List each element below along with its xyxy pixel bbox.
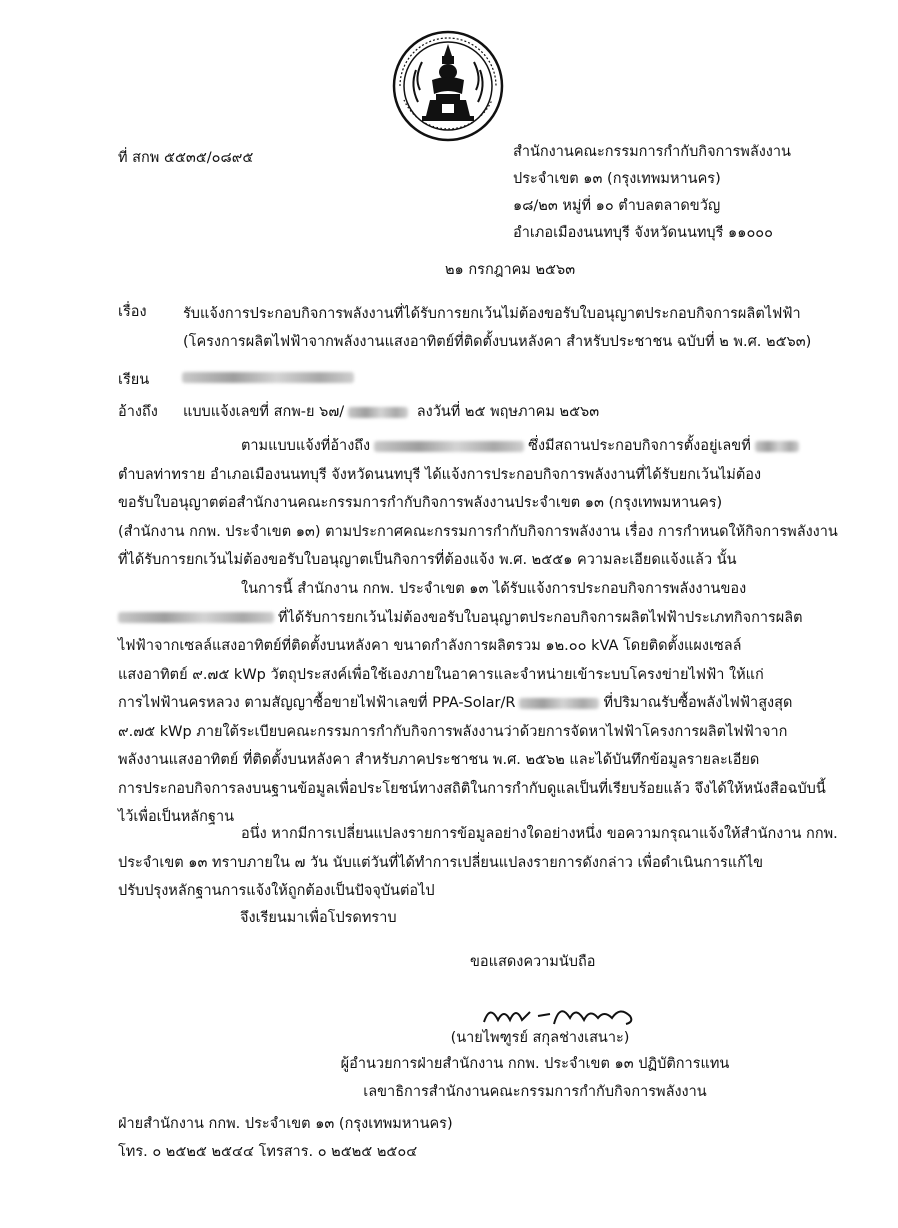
paragraph-2 xyxy=(118,575,826,832)
reference-text xyxy=(183,400,599,423)
p2-line-9: ไว้เพื่อเป็นหลักฐาน xyxy=(118,809,235,825)
paragraph-1 xyxy=(118,432,838,575)
p2-line-1: ในการนี้ สำนักงาน กกพ. ประจำเขต ๑๓ ได้รับแจ้งการประกอบกิจการพลังงานของ xyxy=(241,581,747,597)
redacted-house-number xyxy=(755,441,799,452)
p1-line-1a: ตามแบบแจ้งที่อ้างถึง xyxy=(241,438,371,454)
address-line-1: ๑๘/๒๓ หมู่ที่ ๑๐ ตำบลตลาดขวัญ xyxy=(513,198,721,214)
redacted-owner-name xyxy=(118,612,274,623)
p3-line-2: ประจำเขต ๑๓ ทราบภายใน ๗ วัน นับแต่วันที่ได้ทำการเปลี่ยนแปลงรายการดังกล่าว เพื่อดำเนินการแก้ไข xyxy=(118,854,764,871)
redacted-contract-number xyxy=(519,698,599,709)
p1-line-4: (สำนักงาน กกพ. ประจำเขต ๑๓) ตามประกาศคณะกรรมการกำกับกิจการพลังงาน เรื่อง การกำหนดให้กิจการพลังงาน xyxy=(118,523,838,540)
letterhead-address xyxy=(513,139,791,247)
subject-line-1: รับแจ้งการประกอบกิจการพลังงานที่ได้รับการยกเว้นไม่ต้องขอรับใบอนุญาตประกอบกิจการผลิตไฟฟ้า xyxy=(183,306,801,322)
p2-line-4: แสงอาทิตย์ ๙.๗๕ kWp วัตถุประสงค์เพื่อใช้เองภายในอาคารและจำหน่ายเข้าระบบโครงข่ายไฟฟ้า ให้แก่ xyxy=(118,666,764,683)
reference-text-before: แบบแจ้งเลขที่ สกพ-ย ๖๗/ xyxy=(183,404,345,420)
p2-line-6: ๙.๗๕ kWp ภายใต้ระเบียบคณะกรรมการกำกับกิจการพลังงานว่าด้วยการจัดหาไฟฟ้าโครงการผลิตไฟฟ้าจาก xyxy=(118,723,788,740)
footer-dept: ฝ่ายสำนักงาน กกพ. ประจำเขต ๑๓ (กรุงเทพมหานคร) xyxy=(118,1116,453,1132)
paragraph-3 xyxy=(118,820,838,906)
redacted-name xyxy=(374,441,524,452)
p1-line-3: ขอรับใบอนุญาตต่อสำนักงานคณะกรรมการกำกับกิจการพลังงานประจำเขต ๑๓ (กรุงเทพมหานคร) xyxy=(118,495,723,511)
p2-line-8: การประกอบกิจการลงบนฐานข้อมูลเพื่อประโยชน์ทางสถิติในการกำกับดูแลเป็นที่เรียบร้อยแล้ว จึงได้ให้หนังสือฉบับนี้ xyxy=(118,780,826,797)
signer-name: (นายไพฑูรย์ สกุลช่างเสนาะ) xyxy=(450,1030,630,1046)
address-line-2: อำเภอเมืองนนทบุรี จังหวัดนนทบุรี ๑๑๐๐๐ xyxy=(513,225,773,241)
government-seal-icon xyxy=(392,30,504,142)
closing-regards: ขอแสดงความนับถือ xyxy=(470,954,596,970)
reference-label: อ้างถึง xyxy=(118,404,158,420)
recipient-label: เรียน xyxy=(118,372,150,388)
reference-text-after: ลงวันที่ ๒๕ พฤษภาคม ๒๕๖๓ xyxy=(416,404,600,420)
footer-phone: โทร. ๐ ๒๕๒๕ ๒๕๔๔ โทรสาร. ๐ ๒๕๒๕ ๒๕๐๔ xyxy=(118,1144,418,1160)
subject-text xyxy=(183,300,811,356)
closing-request: จึงเรียนมาเพื่อโปรดทราบ xyxy=(240,910,397,926)
redacted-reference-number xyxy=(348,407,408,418)
footer-contact xyxy=(118,1110,453,1166)
office-region: ประจำเขต ๑๓ (กรุงเทพมหานคร) xyxy=(513,171,721,187)
p3-line-3: ปรับปรุงหลักฐานการแจ้งให้ถูกต้องเป็นปัจจุบันต่อไป xyxy=(118,883,435,899)
p1-line-5: ที่ได้รับการยกเว้นไม่ต้องขอรับใบอนุญาตเป็นกิจการที่ต้องแจ้ง พ.ศ. ๒๕๕๑ ความละเอียดแจ้งแล้ว นั้น xyxy=(118,552,737,568)
p2-line-2b: ที่ได้รับการยกเว้นไม่ต้องขอรับใบอนุญาตประกอบกิจการผลิตไฟฟ้าประเภทกิจการผลิต xyxy=(278,609,803,626)
p2-line-5b: ที่ปริมาณรับซื้อพลังไฟฟ้าสูงสุด xyxy=(603,695,793,711)
p2-line-3: ไฟฟ้าจากเซลล์แสงอาทิตย์ที่ติดตั้งบนหลังคา ขนาดกำลังการผลิตรวม ๑๒.๐๐ kVA โดยติดตั้งแผงเซลล์ xyxy=(118,638,742,654)
letter-date: ๒๑ กรกฎาคม ๒๕๖๓ xyxy=(445,262,576,278)
p2-line-5a: การไฟฟ้านครหลวง ตามสัญญาซื้อขายไฟฟ้าเลขที่ PPA-Solar/R xyxy=(118,695,516,711)
subject-label: เรื่อง xyxy=(118,304,147,320)
p1-line-2: ตำบลท่าทราย อำเภอเมืองนนทบุรี จังหวัดนนทบุรี ได้แจ้งการประกอบกิจการพลังงานที่ได้รับยกเว้นไม่ต้อง xyxy=(118,466,762,483)
document-number: ที่ สกพ ๕๕๓๕/๐๘๙๕ xyxy=(118,150,254,166)
office-name: สำนักงานคณะกรรมการกำกับกิจการพลังงาน xyxy=(513,144,791,160)
p1-line-1b: ซึ่งมีสถานประกอบกิจการตั้งอยู่เลขที่ xyxy=(528,438,751,454)
p3-line-1: อนึ่ง หากมีการเปลี่ยนแปลงรายการข้อมูลอย่างใดอย่างหนึ่ง ขอความกรุณาแจ้งให้สำนักงาน กกพ. xyxy=(241,826,838,842)
subject-line-2: (โครงการผลิตไฟฟ้าจากพลังงานแสงอาทิตย์ที่ติดตั้งบนหลังคา สำหรับประชาชน ฉบับที่ ๒ พ.ศ. ๒๕๖๓) xyxy=(183,334,812,350)
redacted-recipient xyxy=(182,372,354,383)
signer-title-1: ผู้อำนวยการฝ่ายสำนักงาน กกพ. ประจำเขต ๑๓ ปฏิบัติการแทน xyxy=(340,1056,730,1072)
p2-line-7: พลังงานแสงอาทิตย์ ที่ติดตั้งบนหลังคา สำหรับภาคประชาชน พ.ศ. ๒๕๖๒ และได้บันทึกข้อมูลรายละเอียด xyxy=(118,752,760,768)
signer-title-2: เลขาธิการสำนักงานคณะกรรมการกำกับกิจการพลังงาน xyxy=(363,1084,707,1100)
